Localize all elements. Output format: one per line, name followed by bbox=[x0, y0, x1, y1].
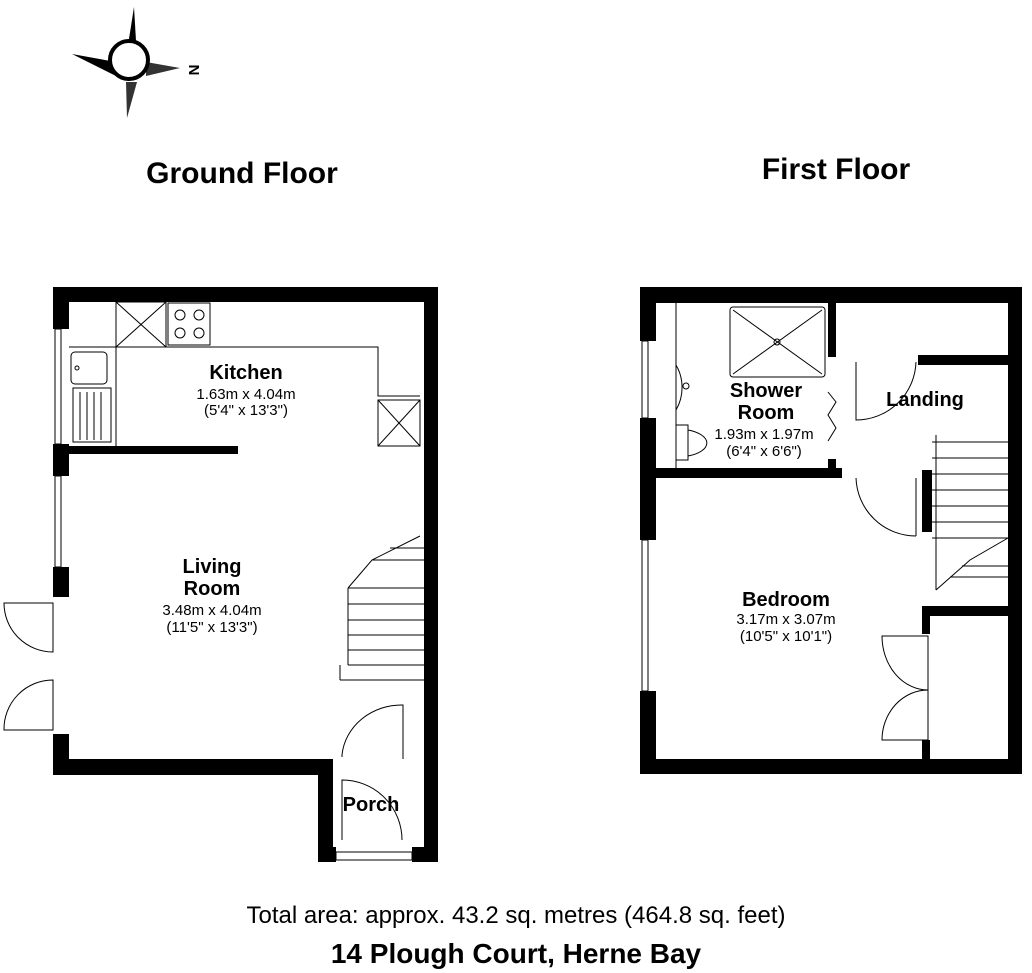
room-porch bbox=[343, 794, 400, 816]
room-living-room bbox=[162, 556, 261, 636]
kitchen-metric: 1.63m x 4.04m bbox=[196, 386, 296, 403]
kitchen-name: Kitchen bbox=[209, 362, 283, 384]
ground-floor-title: Ground Floor bbox=[146, 157, 338, 190]
room-landing bbox=[886, 389, 964, 411]
bedroom-name: Bedroom bbox=[742, 589, 830, 611]
first-floor-title: First Floor bbox=[761, 153, 911, 186]
kitchen-imperial: (5'4" x 13'3") bbox=[204, 402, 288, 419]
porch-name: Porch bbox=[342, 794, 400, 816]
shower-room-metric: 1.93m x 1.97m bbox=[714, 426, 814, 443]
living-room-name-line2: Room bbox=[183, 578, 241, 600]
room-kitchen bbox=[196, 362, 295, 419]
shower-room-imperial: (6'4" x 6'6") bbox=[726, 443, 802, 460]
bedroom-metric: 3.17m x 3.07m bbox=[736, 611, 836, 628]
shower-room-name-line1: Shower bbox=[729, 380, 803, 402]
compass-icon bbox=[72, 7, 203, 118]
living-room-name-line1: Living bbox=[182, 556, 242, 578]
living-room-metric: 3.48m x 4.04m bbox=[162, 602, 262, 619]
room-shower-room bbox=[714, 380, 813, 460]
compass-north-label: N bbox=[186, 64, 203, 76]
room-bedroom bbox=[736, 589, 835, 645]
property-address: 14 Plough Court, Herne Bay bbox=[330, 938, 702, 969]
landing-name: Landing bbox=[886, 389, 964, 411]
shower-room-name-line2: Room bbox=[737, 402, 795, 424]
first-floor-plan bbox=[640, 287, 1022, 774]
bedroom-imperial: (10'5" x 10'1") bbox=[739, 628, 833, 645]
living-room-imperial: (11'5" x 13'3") bbox=[166, 619, 258, 636]
total-area-text: Total area: approx. 43.2 sq. metres (464.8 sq. feet) bbox=[246, 902, 786, 929]
